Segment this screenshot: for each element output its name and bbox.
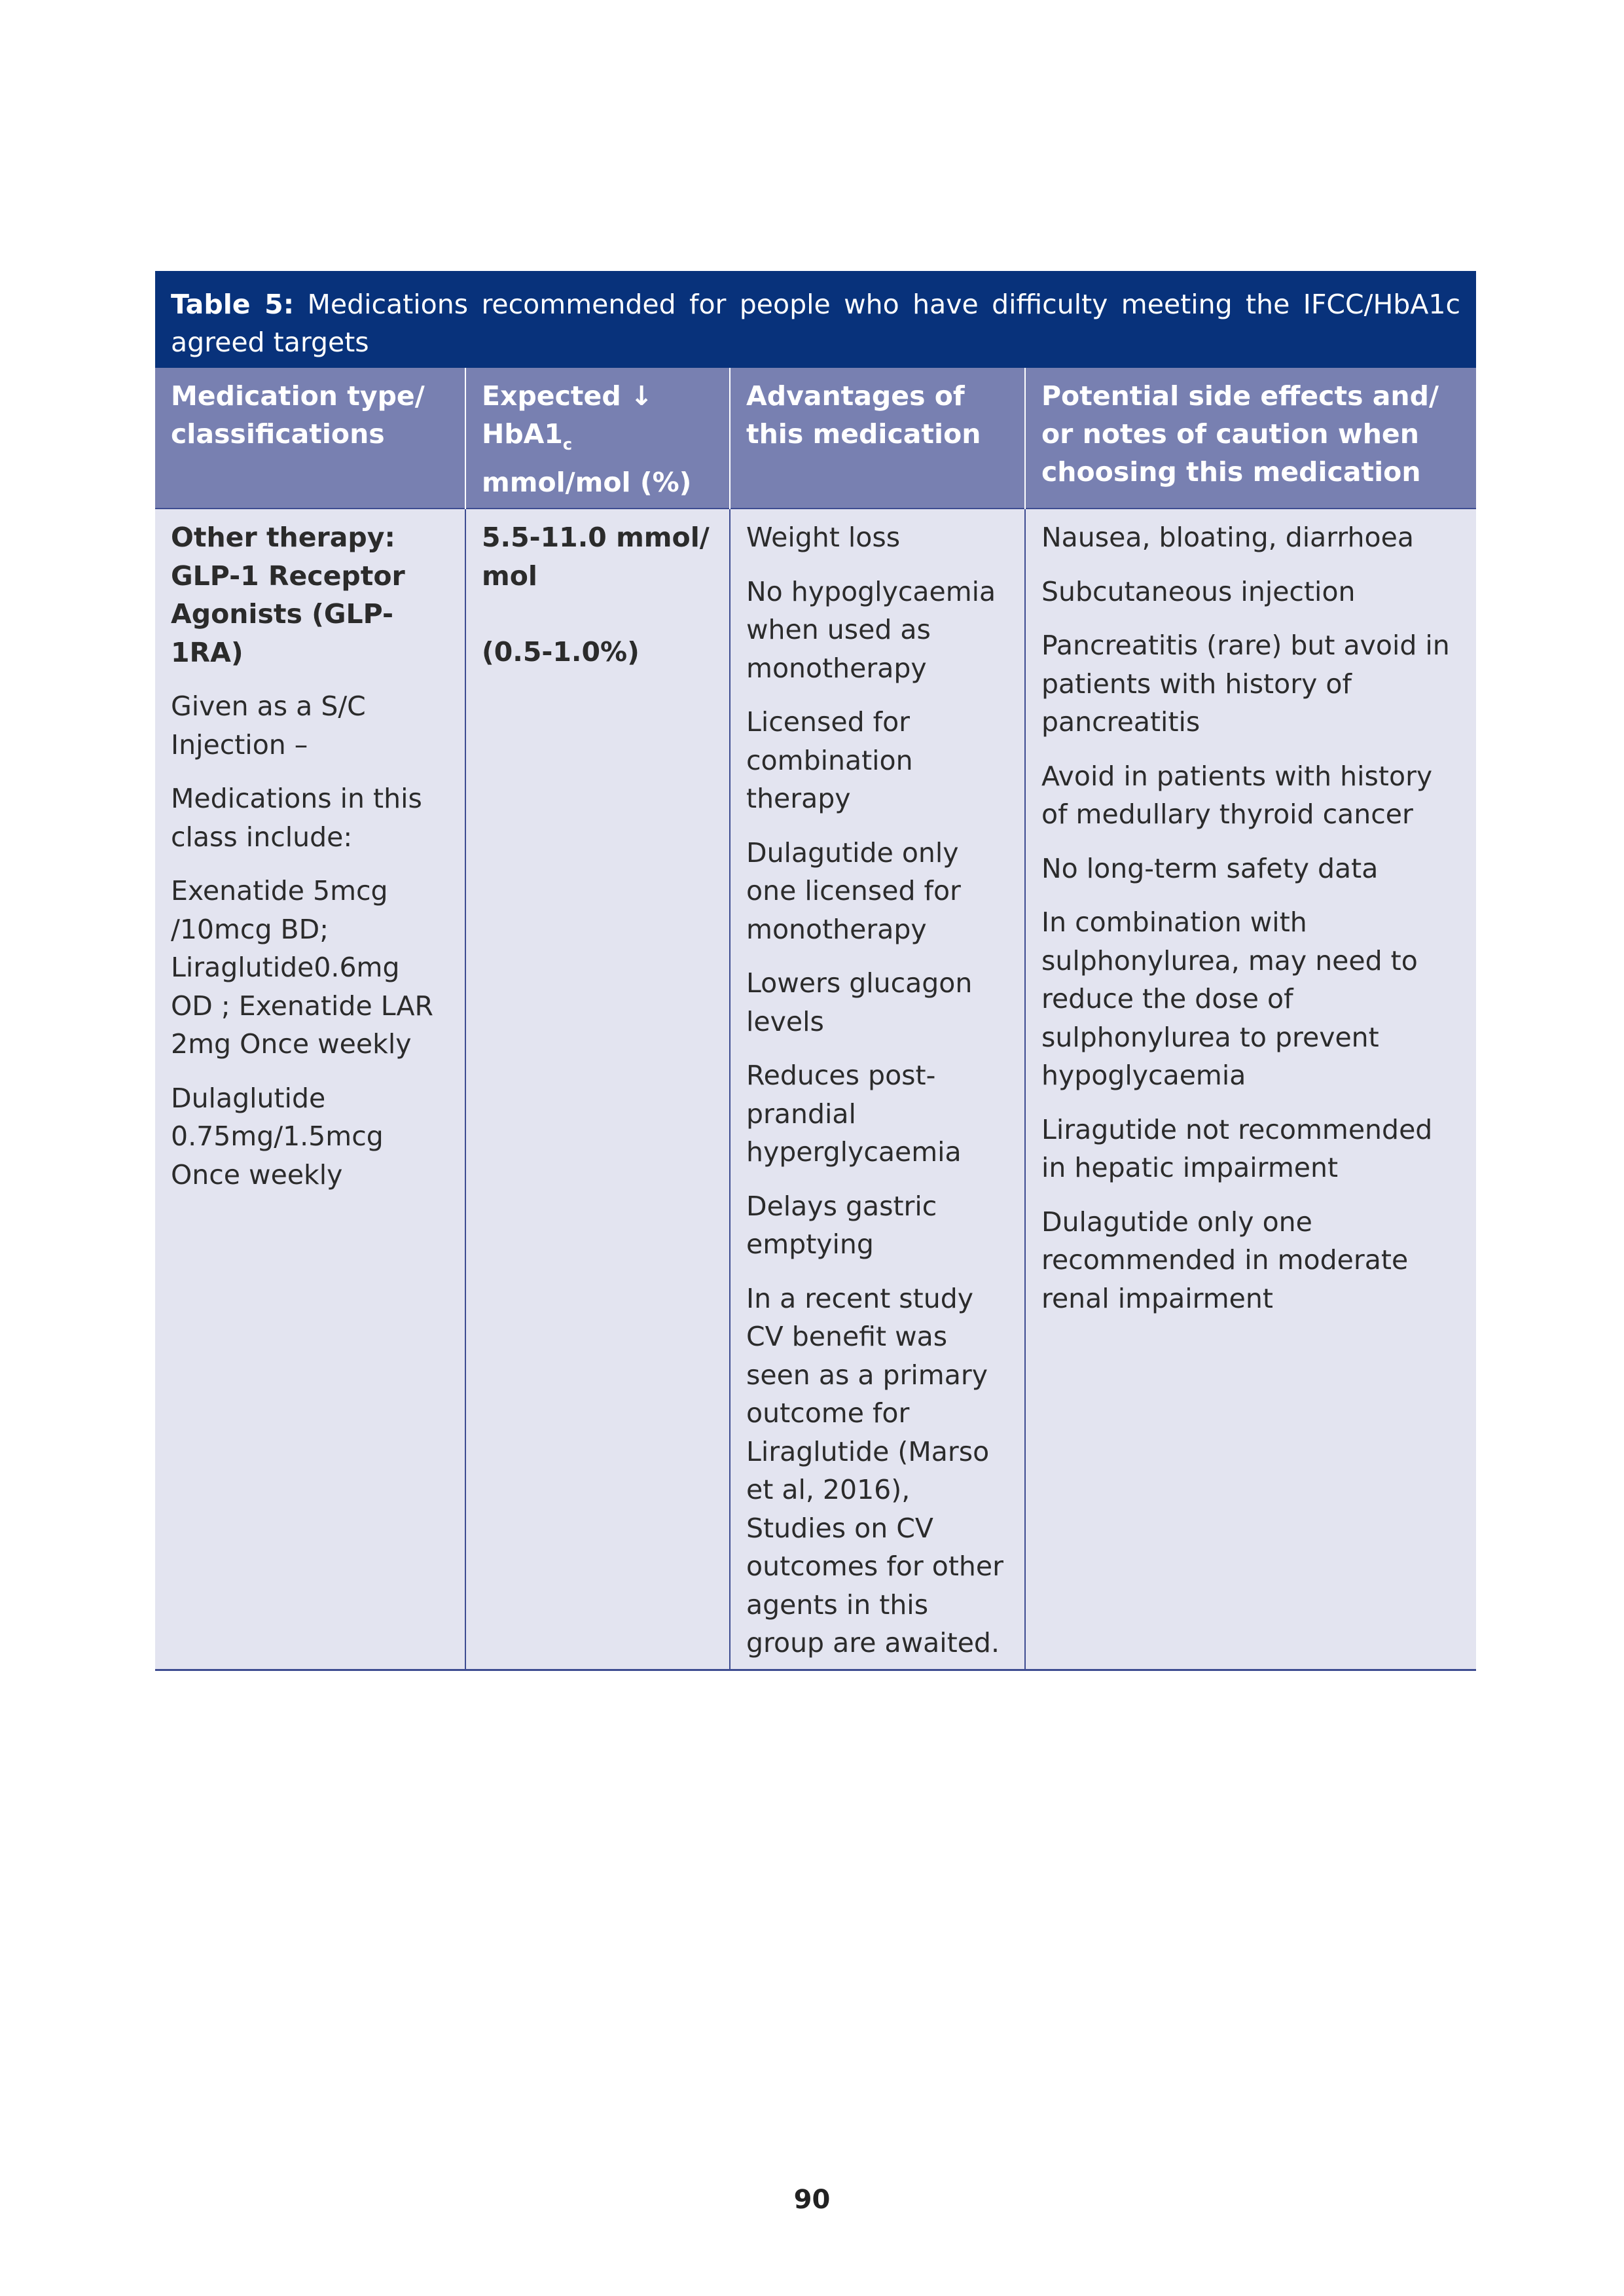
- table-header-row: [155, 368, 1476, 509]
- advantage-item: No hypoglycaemia when used as monotherapy: [746, 575, 996, 684]
- side-effect-item: In combination with sulphonylurea, may need to reduce the dose of sulphonylurea to prevent hypoglycaemia: [1041, 906, 1418, 1091]
- table-caption: [155, 271, 1476, 368]
- header-hba1c-subscript: c: [562, 435, 573, 454]
- expected-reduction-mmol: 5.5-11.0 mmol/ mol: [482, 522, 710, 592]
- header-expected-hba1c: [465, 368, 730, 509]
- side-effect-item: Subcutaneous injection: [1041, 575, 1356, 607]
- medication-list-exenatide-liraglutide: Exenatide 5mcg /10mcg BD; Liraglutide0.6mg OD ; Exenatide LAR 2mg Once weekly: [171, 875, 434, 1060]
- side-effect-item: No long-term safety data: [1041, 852, 1379, 884]
- medications-table: [155, 271, 1476, 1671]
- table-row: [155, 509, 1476, 1670]
- expected-reduction-percent: (0.5-1.0%): [482, 636, 640, 668]
- side-effect-item: Pancreatitis (rare) but avoid in patients with history of pancreatitis: [1041, 630, 1450, 738]
- header-expected-hba1c-main: Expected ↓ HbA1: [482, 380, 653, 450]
- advantage-item: Lowers glucagon levels: [746, 967, 973, 1037]
- side-effect-item: Avoid in patients with history of medullary thyroid cancer: [1041, 760, 1433, 830]
- advantage-item: Delays gastric emptying: [746, 1190, 937, 1260]
- table-caption-text: Medications recommended for people who have difficulty meeting the IFCC/HbA1c: [307, 289, 1461, 320]
- table-caption-line2: agreed targets: [171, 327, 369, 358]
- header-advantages: Advantages of this medication: [730, 368, 1025, 509]
- advantage-item: Reduces post-prandial hyperglycaemia: [746, 1060, 962, 1168]
- header-side-effects: Potential side effects and/ or notes of caution when choosing this medication: [1025, 368, 1476, 509]
- table-caption-label: Table 5:: [171, 289, 295, 320]
- table-caption-line1: [171, 285, 1460, 323]
- advantage-item: In a recent study CV benefit was seen as a primary outcome for Liraglutide (Marso et al, 2016), Studies on CV outcomes for other agents in this group are awaited.: [746, 1282, 1003, 1659]
- side-effect-item: Dulagutide only one recommended in moderate renal impairment: [1041, 1206, 1409, 1314]
- cell-side-effects: [1025, 509, 1476, 1670]
- advantage-item: Dulagutide only one licensed for monotherapy: [746, 836, 961, 945]
- medication-list-dulaglutide: Dulaglutide 0.75mg/1.5mcg Once weekly: [171, 1082, 384, 1191]
- medications-table-container: [155, 271, 1476, 1671]
- medication-route: Given as a S/C Injection –: [171, 691, 366, 761]
- cell-advantages: [730, 509, 1025, 1670]
- page-number: 90: [793, 2185, 831, 2215]
- side-effect-item: Nausea, bloating, diarrhoea: [1041, 522, 1414, 553]
- cell-medication-type: [155, 509, 465, 1670]
- medication-class-intro: Medications in this class include:: [171, 783, 422, 853]
- advantage-item: Weight loss: [746, 522, 901, 553]
- header-medication-type: Medication type/ classifications: [155, 368, 465, 509]
- header-expected-hba1c-units: mmol/mol (%): [482, 467, 692, 498]
- advantage-item: Licensed for combination therapy: [746, 706, 913, 814]
- cell-expected-reduction: [465, 509, 730, 1670]
- medication-class-title: Other therapy: GLP-1 Receptor Agonists (GLP-1RA): [171, 522, 405, 668]
- side-effect-item: Liragutide not recommended in hepatic impairment: [1041, 1113, 1433, 1183]
